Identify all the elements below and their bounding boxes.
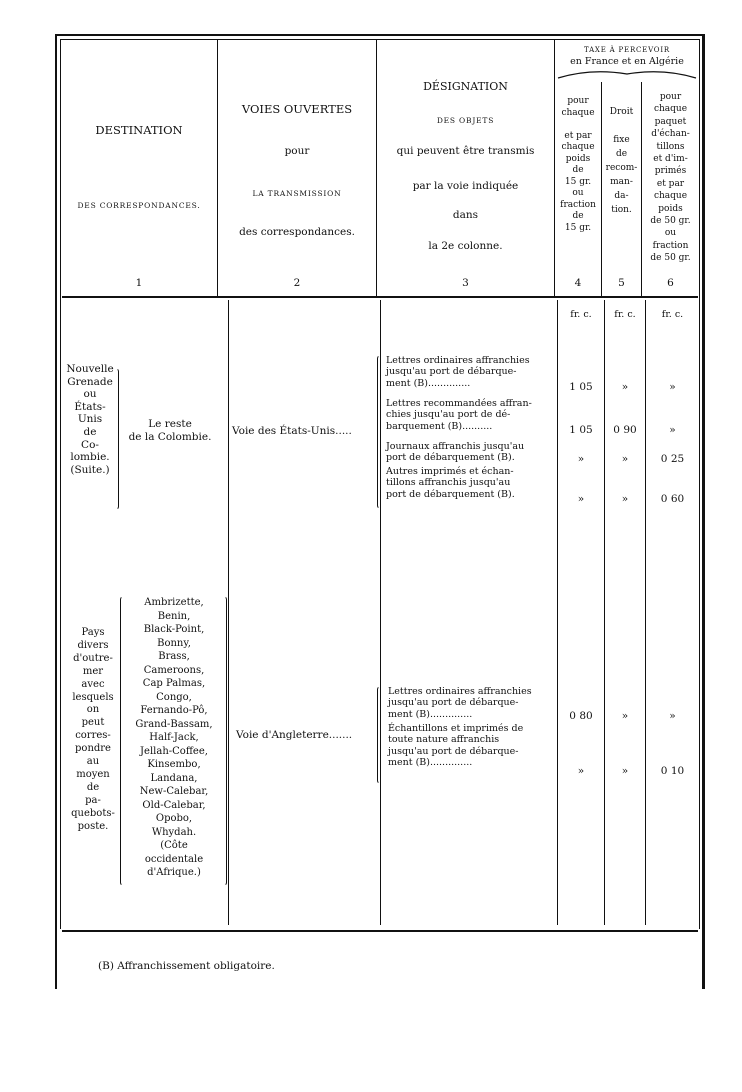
s1-item-4-text: Autres imprimés et échan- tillons affranchis jusqu'au port de débarquement (B).	[386, 466, 515, 500]
body-divider-1-2	[228, 300, 229, 925]
s1-voie: Voie des États-Unis.....	[232, 425, 352, 437]
s1-item-2-c6: »	[669, 424, 676, 436]
s2-items-brace	[377, 686, 384, 784]
col4-unit: fr. c.	[570, 309, 592, 320]
col6-number: 6	[667, 277, 674, 289]
col-divider-1-2	[217, 40, 218, 296]
col6-unit: fr. c.	[661, 309, 684, 320]
col5-unit: fr. c.	[614, 309, 636, 320]
s1-item-3-c5: »	[621, 453, 629, 465]
s1-item-4-c5: »	[621, 493, 629, 505]
s2-item-2-c5: »	[621, 765, 629, 777]
col2-number: 2	[293, 277, 301, 289]
s1-item-1-c6: »	[669, 381, 676, 393]
s1-item-1-c4: 1 05	[569, 381, 593, 393]
frame-inner-right-line	[699, 39, 700, 929]
s1-item-3-c4: »	[577, 453, 585, 465]
s2-item-2-c6: 0 10	[660, 765, 685, 777]
frame-top-line	[55, 34, 705, 36]
s1-item-2-c5: 0 90	[613, 424, 637, 436]
frame-left-line	[55, 34, 57, 989]
col4-number: 4	[574, 277, 582, 289]
s2-item-2-c4: »	[577, 765, 585, 777]
col1-title: DESTINATION	[95, 123, 183, 137]
col3-line5: dans	[452, 209, 479, 221]
s1-item-1-text: Lettres ordinaires affranchies jusqu'au port de débarque- ment (B)..............	[386, 355, 530, 389]
col2-title: VOIES OUVERTES	[241, 102, 353, 116]
s1-items-brace	[377, 355, 384, 509]
col4-header: pour chaque et par chaque poids de 15 gr. ou fraction de 15 gr.	[560, 96, 596, 233]
s1-item-4-c4: »	[577, 493, 585, 505]
s1-item-3-text: Journaux affranchis jusqu'au port de débarquement (B).	[386, 441, 525, 464]
s1-item-4-c6: 0 60	[660, 493, 685, 505]
col2-line4: des correspondances.	[239, 226, 355, 238]
s2-item-1-c5: »	[621, 710, 629, 722]
col3-line2: DES OBJETS	[436, 116, 495, 125]
s2-destination: Pays divers d'outre- mer avec lesquels on peut corres- pondre au moyen de pa- quebots- poste.	[71, 627, 115, 832]
col1-number: 1	[135, 277, 143, 289]
s2-item-1-text: Lettres ordinaires affranchies jusqu'au port de débarque- ment (B)..............	[388, 686, 532, 720]
footnote: (B) Affranchissement obligatoire.	[98, 960, 275, 972]
s1-dest-brace	[112, 368, 119, 510]
s2-item-2-text: Échantillons et imprimés de toute nature affranchis jusqu'au port de débarque- ment (B)..............	[388, 723, 524, 768]
col3-title: DÉSIGNATION	[423, 80, 508, 93]
col3-line3: qui peuvent être transmis	[396, 145, 535, 157]
s1-item-1-c5: »	[621, 381, 629, 393]
col-divider-2-3	[376, 40, 377, 296]
col3-number: 3	[462, 277, 469, 289]
s2-voie: Voie d'Angleterre.......	[236, 729, 353, 741]
frame-inner-top-line	[60, 39, 700, 40]
s2-places-brace-right	[220, 596, 227, 886]
table-bottom-rule	[62, 930, 698, 932]
col5-number: 5	[618, 277, 625, 289]
frame-inner-left-line	[60, 39, 61, 929]
frame-right-line	[702, 34, 705, 989]
s2-places: Ambrizette, Benin, Black-Point, Bonny, Brass, Cameroons, Cap Palmas, Congo, Fernando-Pô, Grand-Bassam, Half-Jack, Jellah-Coffee, Kinsembo, Landana, New-Calebar, Old-Calebar, Opobo, Whydah. (Côte occidentale d'Afrique.)	[135, 597, 213, 878]
header-bottom-rule	[62, 296, 698, 298]
s2-item-1-c6: »	[669, 710, 676, 722]
tax-title-2: en France et en Algérie	[570, 56, 684, 67]
tax-title-1: TAXE À PERCEVOIR	[583, 46, 670, 54]
col6-header: pour chaque paquet d'échan- tillons et d'im- primés et par chaque poids de 50 gr. ou fraction de 50 gr.	[650, 92, 691, 264]
s1-item-3-c6: 0 25	[660, 453, 685, 465]
col2-line2: pour	[284, 145, 310, 157]
col3-line6: la 2e colonne.	[428, 240, 503, 252]
s2-item-1-c4: 0 80	[569, 710, 593, 722]
s1-destination: Nouvelle Grenade ou États- Unis de Co- lombie. (Suite.)	[66, 363, 114, 476]
col2-line3: LA TRANSMISSION	[252, 189, 342, 198]
col5-header: Droit fixe de recom- man- da- tion.	[605, 107, 638, 215]
s1-item-2-c4: 1 05	[569, 424, 593, 436]
tax-header-brace	[556, 66, 698, 82]
col1-subtitle: DES CORRESPONDANCES.	[77, 201, 201, 210]
s1-subdestination: Le reste de la Colombie.	[128, 418, 212, 443]
s2-places-brace-left	[120, 596, 127, 886]
col3-line4: par la voie indiquée	[412, 180, 519, 192]
s1-item-2-text: Lettres recommandées affran- chies jusqu'au port de dé- barquement (B)..........	[386, 398, 532, 432]
